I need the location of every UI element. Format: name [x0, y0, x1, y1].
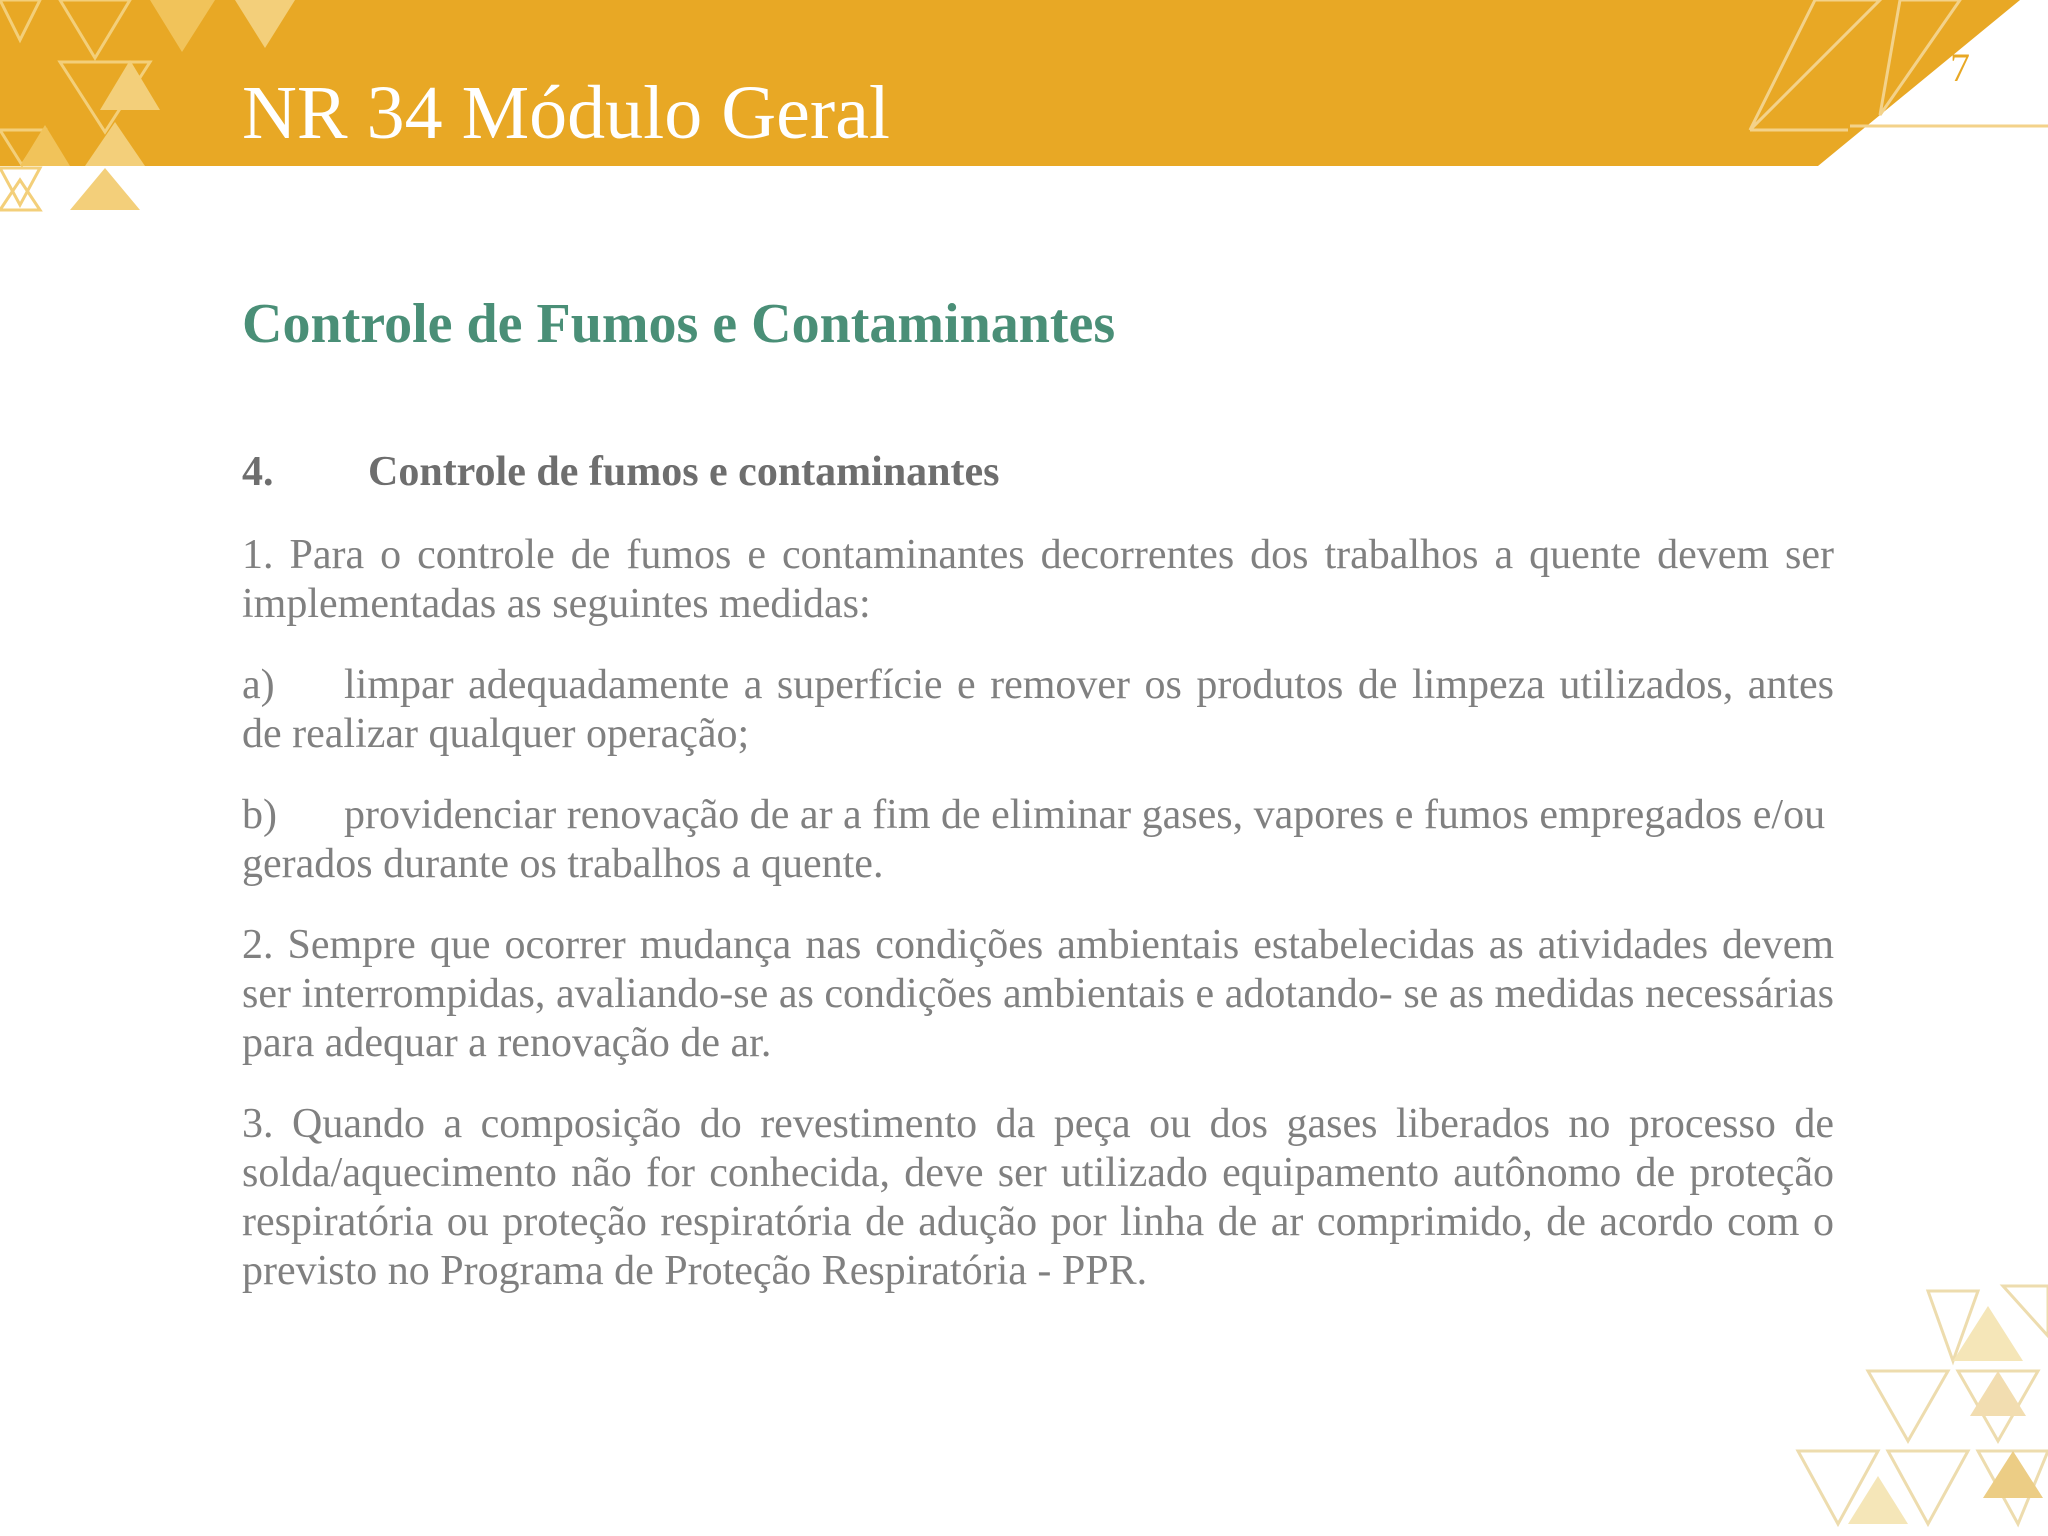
page-number: 7	[1950, 45, 1970, 90]
paragraph-a-text: limpar adequadamente a superfície e remover os produtos de limpeza utilizados, antes de realizar qualquer operação;	[242, 662, 1834, 757]
paragraph-b-label: b)	[242, 792, 277, 838]
paragraph-1: 1. Para o controle de fumos e contaminantes decorrentes dos trabalhos a quente devem ser implementadas as seguintes medidas:	[242, 532, 1834, 627]
paragraph-b	[242, 791, 1834, 889]
paragraph-3: 3. Quando a composição do revestimento da peça ou dos gases liberados no processo de solda/aquecimento não for conhecida, deve ser utilizado equipamento autônomo de proteção respiratória ou proteção respiratória de adução por linha de ar comprimido, de acordo com o previsto no Programa de Proteção Respiratória - PPR.	[242, 1101, 1834, 1294]
triangle-pattern-icon	[1708, 1266, 2048, 1536]
item-number: 4.	[242, 449, 274, 495]
slide-content	[242, 448, 1834, 1328]
paragraph-2: 2. Sempre que ocorrer mudança nas condições ambientais estabelecidas as atividades devem ser interrompidas, avaliando-se as condições ambientais e adotando- se as medidas necessárias para adequar a renovação de ar.	[242, 922, 1834, 1066]
paragraph-a-label: a)	[242, 662, 275, 708]
paragraph-a	[242, 661, 1834, 759]
slide-title: NR 34 Módulo Geral	[242, 71, 891, 155]
item-title: Controle de fumos e contaminantes	[368, 449, 1000, 495]
paragraph-b-text: providenciar renovação de ar a fim de eliminar gases, vapores e fumos empregados e/ou gerados durante os trabalhos a quente.	[242, 792, 1826, 887]
item-heading	[242, 448, 1834, 497]
section-heading: Controle de Fumos e Contaminantes	[242, 293, 1116, 355]
